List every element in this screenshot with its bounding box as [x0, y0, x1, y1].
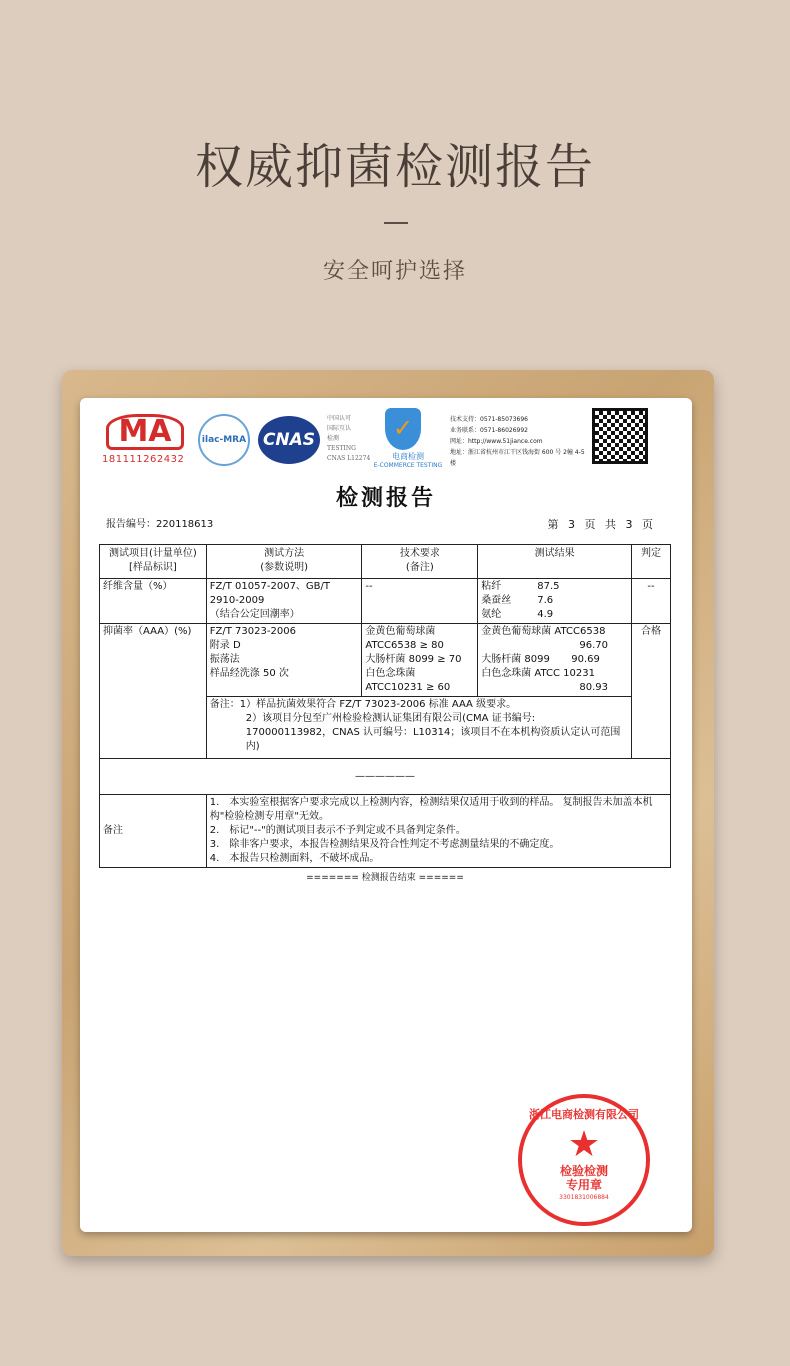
req-line: 白色念珠菌	[365, 668, 416, 679]
header-text: 技术要求	[399, 548, 440, 559]
header-text: (备注)	[405, 562, 434, 573]
ecommerce-cn: 电商检测	[392, 452, 424, 461]
item-cell: 抑菌率（AAA）(%)	[100, 624, 207, 759]
method-cell	[206, 579, 362, 624]
stamp-line: 检验检测	[559, 1164, 608, 1178]
report-title: 检测报告	[335, 485, 436, 511]
header-requirement	[362, 545, 478, 579]
contact-line: 地址：浙江省杭州市江干区钱海街 600 号 2幢 4-5楼	[450, 449, 585, 467]
separator-cell: ——————	[100, 759, 671, 795]
results-section	[99, 544, 671, 884]
req-line: ATCC10231 ≥ 60	[365, 682, 451, 693]
remarks-row	[100, 795, 671, 868]
method-line: （结合公定回潮率）	[209, 609, 300, 620]
result-label: 金黄色葡萄球菌 ATCC6538	[481, 626, 606, 637]
requirement-cell	[362, 624, 478, 697]
result-line	[481, 580, 628, 594]
remark-line: 4. 本报告只检测面料，不破坏成品。	[209, 853, 380, 864]
ilac-mra-logo: ilac-MRA	[198, 414, 250, 466]
header-method	[206, 545, 362, 579]
report-end: ======= 检测报告结束 ======	[306, 873, 464, 883]
cnas-line: 国际互认	[327, 425, 352, 432]
header-result: 测试结果	[478, 545, 632, 579]
remarks-cell	[206, 795, 670, 868]
cnas-line: TESTING	[327, 445, 356, 452]
header-text: 测试方法	[264, 548, 305, 559]
verdict-cell: --	[632, 579, 671, 624]
results-table	[99, 544, 671, 868]
stamp-number: 3301831006884	[559, 1194, 609, 1201]
contact-line: 网址：http://www.51jiance.com	[450, 438, 543, 445]
result-label: 大肠杆菌 8099	[481, 654, 550, 665]
cma-number: 181111262432	[102, 454, 185, 465]
header-verdict: 判定	[632, 545, 671, 579]
result-cell	[478, 624, 632, 697]
result-line	[481, 608, 628, 622]
table-row	[100, 579, 671, 624]
remark-line: 1. 本实验室根据客户要求完成以上检测内容，检测结果仅适用于收到的样品。 复制报告未加盖本机构"检验检测专用章"无效。	[209, 797, 653, 822]
qr-code	[592, 408, 648, 464]
ecommerce-en: E-COMMERCE TESTING	[373, 462, 443, 469]
contact-line: 业务联系：0571-86026992	[450, 427, 528, 434]
remark-line: 3. 除非客户要求，本报告检测结果及符合性判定不考虑测量结果的不确定度。	[209, 839, 560, 850]
result-value: 87.5	[537, 581, 560, 592]
stamp-org: 浙江电商检测有限公司	[529, 1108, 639, 1121]
result-label: 白色念珠菌 ATCC 10231	[481, 668, 595, 679]
result-label: 氨纶	[481, 609, 502, 620]
result-value: 7.6	[537, 595, 554, 606]
req-line: ATCC6538 ≥ 80	[365, 640, 444, 651]
method-line: 附录 D	[209, 640, 241, 651]
page-title: 权威抑菌检测报告	[194, 139, 595, 195]
cnas-logo: CNAS	[258, 416, 320, 464]
table-row	[100, 624, 671, 697]
table-header	[100, 545, 671, 579]
note-line: 170000113982，CNAS 认可编号：L10314；该项目不在本机构资质认定认可范围内)	[245, 727, 621, 752]
report-document	[80, 398, 692, 1232]
cnas-text	[327, 414, 370, 464]
result-cell	[478, 579, 632, 624]
cnas-line: 中国认可	[327, 415, 352, 422]
result-line	[481, 594, 628, 608]
method-line: FZ/T 73023-2006	[209, 626, 296, 637]
result-line	[481, 653, 628, 667]
result-value: 4.9	[537, 609, 554, 620]
separator-row	[100, 759, 671, 795]
cma-logo: MA	[106, 414, 184, 450]
note-cell	[206, 697, 631, 759]
method-line: FZ/T 01057-2007、GB/T	[209, 581, 331, 592]
star-icon: ★	[567, 1124, 601, 1165]
requirement-cell: --	[362, 579, 478, 624]
method-line: 样品经洗涤 50 次	[209, 668, 289, 679]
report-number: 报告编号：220118613	[106, 519, 214, 530]
method-line: 2910-2009	[209, 595, 265, 606]
page-indicator: 第 3 页 共 3 页	[547, 518, 656, 531]
title-divider	[384, 222, 408, 224]
method-line: 振荡法	[209, 654, 240, 665]
cnas-line: CNAS L12274	[327, 455, 371, 462]
contact-info	[450, 414, 590, 469]
remarks-label: 备注	[100, 795, 207, 868]
remark-line: 2. 标记"--"的测试项目表示不予判定或不具备判定条件。	[209, 825, 466, 836]
note-line: 2）该项目分包至广州检验检测认证集团有限公司(CMA 证书编号:	[245, 713, 536, 724]
ecommerce-testing-label	[372, 452, 444, 470]
result-label: 桑蚕丝	[481, 595, 512, 606]
header-text: (参数说明)	[260, 562, 309, 573]
stamp-line: 专用章	[565, 1178, 602, 1192]
official-stamp	[518, 1094, 650, 1226]
page-subtitle: 安全呵护选择	[322, 259, 467, 284]
result-label: 粘纤	[481, 581, 502, 592]
contact-line: 技术支持：0571-85073696	[450, 416, 528, 423]
req-line: 大肠杆菌 8099 ≥ 70	[365, 654, 462, 665]
ecommerce-shield-check-icon: ✓	[385, 408, 421, 450]
result-value: 96.70	[579, 640, 609, 651]
cnas-line: 检测	[327, 435, 340, 442]
item-cell: 纤维含量（%）	[100, 579, 207, 624]
header-text: 测试项目(计量单位)	[108, 548, 197, 559]
result-value: 90.69	[571, 654, 600, 665]
header-item	[100, 545, 207, 579]
header-text: [样品标识]	[128, 562, 177, 573]
method-cell	[206, 624, 362, 697]
req-line: 金黄色葡萄球菌	[365, 626, 436, 637]
result-value: 80.93	[579, 682, 609, 693]
note-line: 备注：1）样品抗菌效果符合 FZ/T 73023-2006 标准 AAA 级要求。	[209, 699, 517, 710]
verdict-cell: 合格	[632, 624, 671, 759]
